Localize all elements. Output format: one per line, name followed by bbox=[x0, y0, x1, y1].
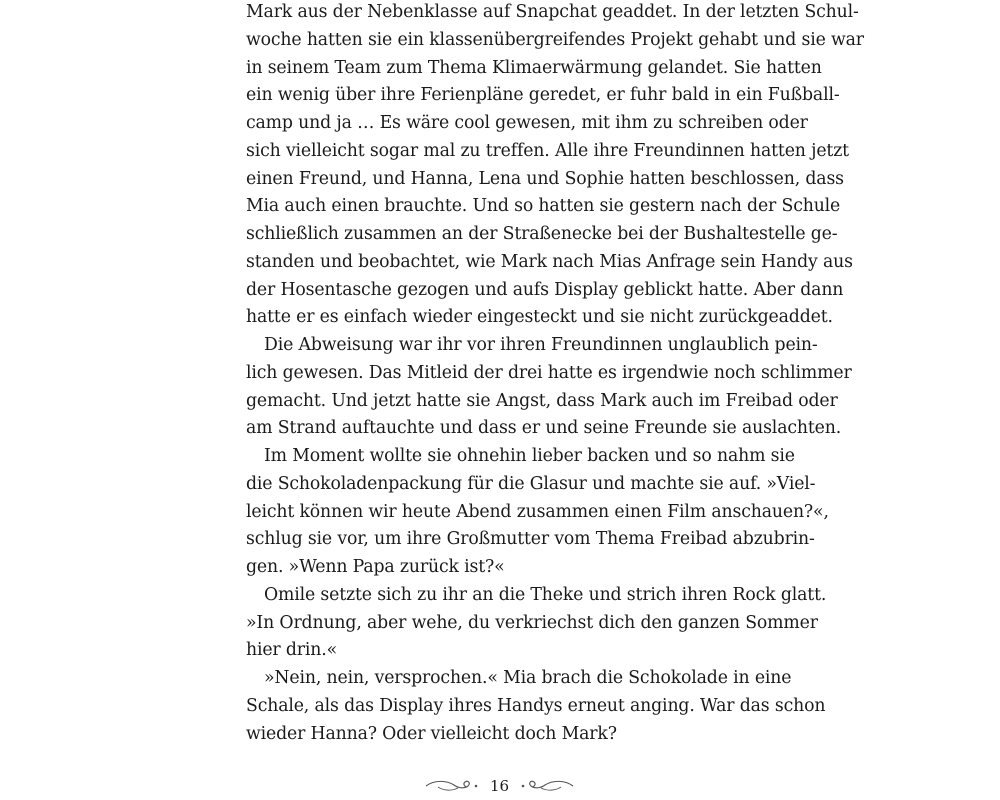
text-line: Mark aus der Nebenklasse auf Snapchat geaddet. In der letzten Schul- bbox=[246, 2, 859, 22]
text-line: gemacht. Und jetzt hatte sie Angst, dass Mark auch im Freibad oder bbox=[246, 390, 838, 411]
text-line: Die Abweisung war ihr vor ihren Freundinnen unglaublich pein- bbox=[264, 335, 818, 355]
text-line: lich gewesen. Das Mitleid der drei hatte es irgendwie noch schlimmer bbox=[246, 362, 852, 383]
text-line: Im Moment wollte sie ohnehin lieber backen und so nahm sie bbox=[264, 446, 795, 466]
text-line: Schale, als das Display ihres Handys erneut anging. War das schon bbox=[246, 695, 826, 716]
body-text bbox=[246, 0, 864, 748]
text-line: woche hatten sie ein klassenübergreifendes Projekt gehabt und sie war bbox=[246, 29, 864, 50]
text-line: schließlich zusammen an der Straßenecke bei der Bushaltestelle ge- bbox=[246, 224, 838, 244]
text-line: gen. »Wenn Papa zurück ist?« bbox=[246, 557, 505, 577]
text-line: »Nein, nein, versprochen.« Mia brach die Schokolade in eine bbox=[264, 668, 792, 688]
text-line: Omile setzte sich zu ihr an die Theke und strich ihren Rock glatt. bbox=[264, 584, 827, 605]
flourish-left-icon bbox=[424, 779, 482, 793]
text-line: der Hosentasche gezogen und aufs Display geblickt hatte. Aber dann bbox=[246, 279, 844, 300]
text-line: camp und ja … Es wäre cool gewesen, mit ihm zu schreiben oder bbox=[246, 113, 808, 133]
text-line: hatte er es einfach wieder eingesteckt und sie nicht zurückgeaddet. bbox=[246, 307, 833, 328]
text-line: sich vielleicht sogar mal zu treffen. Alle ihre Freundinnen hatten jetzt bbox=[246, 140, 849, 161]
page-number: 16 bbox=[489, 777, 510, 795]
page-footer bbox=[246, 772, 753, 800]
text-line: standen und beobachtet, wie Mark nach Mias Anfrage sein Handy aus bbox=[246, 251, 853, 272]
text-line: hier drin.« bbox=[246, 640, 338, 661]
book-page bbox=[246, 0, 864, 800]
text-line: schlug sie vor, um ihre Großmutter vom Thema Freibad abzubrin- bbox=[246, 529, 815, 550]
text-line: die Schokoladenpackung für die Glasur und machte sie auf. »Viel- bbox=[246, 473, 816, 494]
flourish-right-icon bbox=[517, 779, 575, 793]
text-line: »In Ordnung, aber wehe, du verkriechst dich den ganzen Sommer bbox=[246, 612, 818, 633]
text-line: einen Freund, und Hanna, Lena und Sophie hatten beschlossen, dass bbox=[246, 168, 844, 189]
text-line: ein wenig über ihre Ferienpläne geredet, er fuhr bald in ein Fußball- bbox=[246, 85, 840, 106]
text-line: wieder Hanna? Oder vielleicht doch Mark? bbox=[246, 723, 617, 744]
text-line: am Strand auftauchte und dass er und seine Freunde sie auslachten. bbox=[246, 418, 842, 439]
text-line: in seinem Team zum Thema Klimaerwärmung gelandet. Sie hatten bbox=[246, 57, 822, 78]
text-line: leicht können wir heute Abend zusammen einen Film anschauen?«, bbox=[246, 501, 829, 522]
text-line: Mia auch einen brauchte. Und so hatten sie gestern nach der Schule bbox=[246, 196, 841, 217]
